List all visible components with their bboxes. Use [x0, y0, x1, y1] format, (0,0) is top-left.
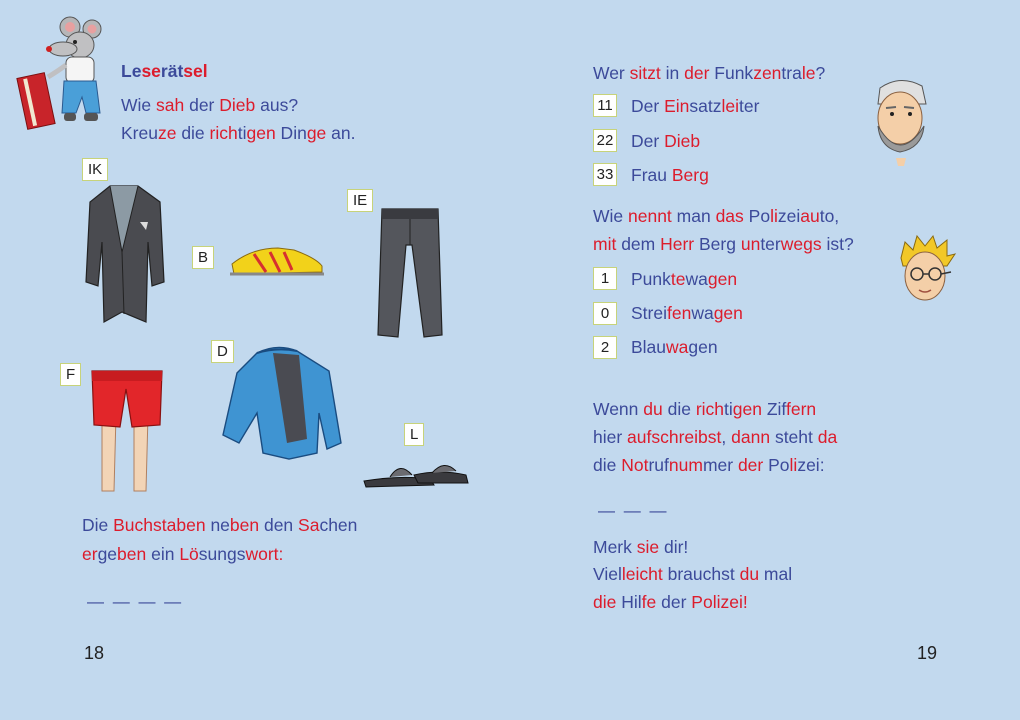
item-label-sneaker[interactable]: B: [192, 246, 214, 269]
page-number-left: 18: [84, 643, 105, 663]
officer-portrait-icon: [866, 74, 936, 166]
sandals-icon: [360, 455, 470, 491]
question-2-line-1: Wie nennt man das Polizeiauto,: [593, 206, 840, 226]
option-number-box[interactable]: 33: [593, 163, 617, 186]
solution-blanks[interactable]: — — — —: [87, 592, 184, 611]
solution-line-1: Die Buchstaben neben den Sachen: [82, 515, 358, 535]
heading-part: se: [141, 61, 161, 81]
option-number-box[interactable]: 11: [593, 94, 617, 117]
option-text[interactable]: Streifenwagen: [631, 303, 743, 323]
heading-part: rät: [160, 61, 184, 81]
page-heading: [121, 61, 208, 82]
remember-line-1: Merk sie dir!: [593, 537, 689, 557]
option-text[interactable]: Punktewagen: [631, 269, 738, 289]
option-text[interactable]: Blauwagen: [631, 337, 718, 357]
item-label-trousers[interactable]: IE: [347, 189, 373, 212]
option-number-box[interactable]: 0: [593, 302, 617, 325]
question-2-line-2: mit dem Herr Berg unterwegs ist?: [593, 234, 854, 254]
mouse-mascot-icon: [18, 15, 103, 135]
intro-line-1: Wie sah der Dieb aus?: [121, 95, 299, 115]
final-line-2: hier aufschreibst, dann steht da: [593, 427, 838, 447]
option-number-box[interactable]: 1: [593, 267, 617, 290]
item-label-sandals[interactable]: L: [404, 423, 424, 446]
number-blanks[interactable]: — — —: [598, 501, 669, 520]
item-label-jacket[interactable]: IK: [82, 158, 108, 181]
item-label-blue-jacket[interactable]: D: [211, 340, 234, 363]
option-text[interactable]: Frau Berg: [631, 165, 709, 185]
option-text[interactable]: Der Dieb: [631, 131, 701, 151]
option-number-box[interactable]: 2: [593, 336, 617, 359]
question-1: Wer sitzt in der Funkzentrale?: [593, 63, 826, 83]
blue-jacket-icon: [217, 343, 345, 461]
boy-with-glasses-icon: [895, 236, 957, 308]
item-label-red-shorts[interactable]: F: [60, 363, 81, 386]
heading-part: Le: [121, 61, 142, 81]
remember-line-2: Vielleicht brauchst du mal: [593, 564, 793, 584]
dark-jacket-icon: [82, 182, 167, 327]
page-number-right: 19: [917, 643, 938, 663]
final-line-3: die Notrufnummer der Polizei:: [593, 455, 825, 475]
dark-trousers-icon: [374, 205, 446, 340]
option-number-box[interactable]: 22: [593, 129, 617, 152]
remember-line-3: die Hilfe der Polizei!: [593, 592, 748, 612]
intro-line-2: Kreuze die richtigen Dinge an.: [121, 123, 356, 143]
heading-part: sel: [183, 61, 208, 81]
yellow-sneaker-icon: [222, 240, 342, 280]
red-shorts-icon: [88, 365, 166, 497]
final-line-1: Wenn du die richtigen Ziffern: [593, 399, 817, 419]
option-text[interactable]: Der Einsatzleiter: [631, 96, 760, 116]
solution-line-2: ergeben ein Lösungswort:: [82, 544, 284, 564]
